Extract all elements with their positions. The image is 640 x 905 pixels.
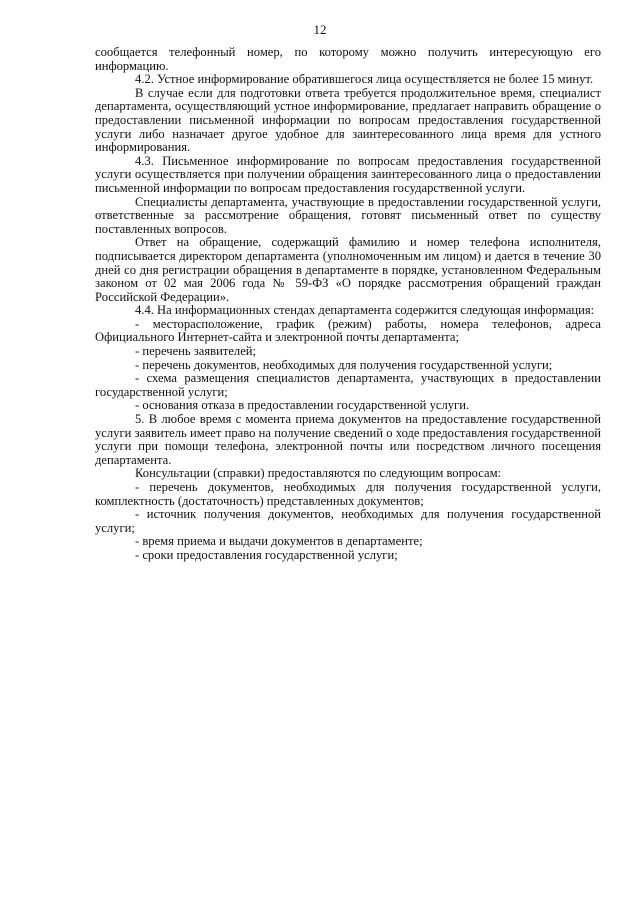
paragraph: сообщается телефонный номер, по которому можно получить интересующую его информацию. [95,45,601,73]
paragraph: 5. В любое время с момента приема документов на предоставление государственной услуги заявитель имеет право на получение сведений о ходе предоставления государственной услуги при помощи телефона, электронной почты или посредством личного посещения департамента. [95,412,601,467]
paragraph: 4.3. Письменное информирование по вопросам предоставления государственной услуги осуществляется при получении обращения заинтересованного лица о предоставлении письменной информации по вопросам предоставления государственной услуги. [95,153,601,195]
list-item: - перечень документов, необходимых для получения государственной услуги; [135,357,553,372]
list-item: - источник получения документов, необходимых для получения государственной услуги; [95,507,601,535]
list-item: - схема размещения специалистов департамента, участвующих в предоставлении государственной услуги; [95,371,601,399]
paragraph: 4.4. На информационных стендах департамента содержится следующая информация: [135,303,595,318]
paragraph: Специалисты департамента, участвующие в предоставлении государственной услуги, ответственные за рассмотрение обращения, готовят письменный ответ по существу поставленных вопросов. [95,194,601,236]
list-item: - месторасположение, график (режим) работы, номера телефонов, адреса Официального Интернет-сайта и электронной почты департамента; [95,316,601,345]
paragraph: Ответ на обращение, содержащий фамилию и номер телефона исполнителя, подписывается директором департамента (уполномоченным им лицом) и дается в течение 30 дней со дня регистрации обращения в департаменте в порядке, установленном Федеральным законом от 02 мая 2006 года № 59-ФЗ «О порядке рассмотрения обращений граждан Российской Федерации». [95,235,601,304]
paragraph: 4.2. Устное информирование обратившегося лица осуществляется не более 15 минут. [135,72,594,87]
paragraph: В случае если для подготовки ответа требуется продолжительное время, специалист департамента, осуществляющий устное информирование, предлагает направить обращение о предоставлении письменной информации по вопросам предоставления государственной услуги либо назначает другое удобное для заинтересованного лица время для устного информирования. [95,85,601,155]
list-item: - время приема и выдачи документов в департаменте; [135,534,423,549]
page-number: 12 [313,22,327,37]
document-body [95,46,601,563]
list-item: - основания отказа в предоставлении государственной услуги. [135,398,470,413]
list-item: - сроки предоставления государственной услуги; [135,547,398,562]
paragraph: Консультации (справки) предоставляются по следующим вопросам: [135,466,502,481]
list-item: - перечень документов, необходимых для получения государственной услуги, комплектность (достаточность) представленных документов; [95,480,601,508]
list-item: - перечень заявителей; [135,344,257,359]
